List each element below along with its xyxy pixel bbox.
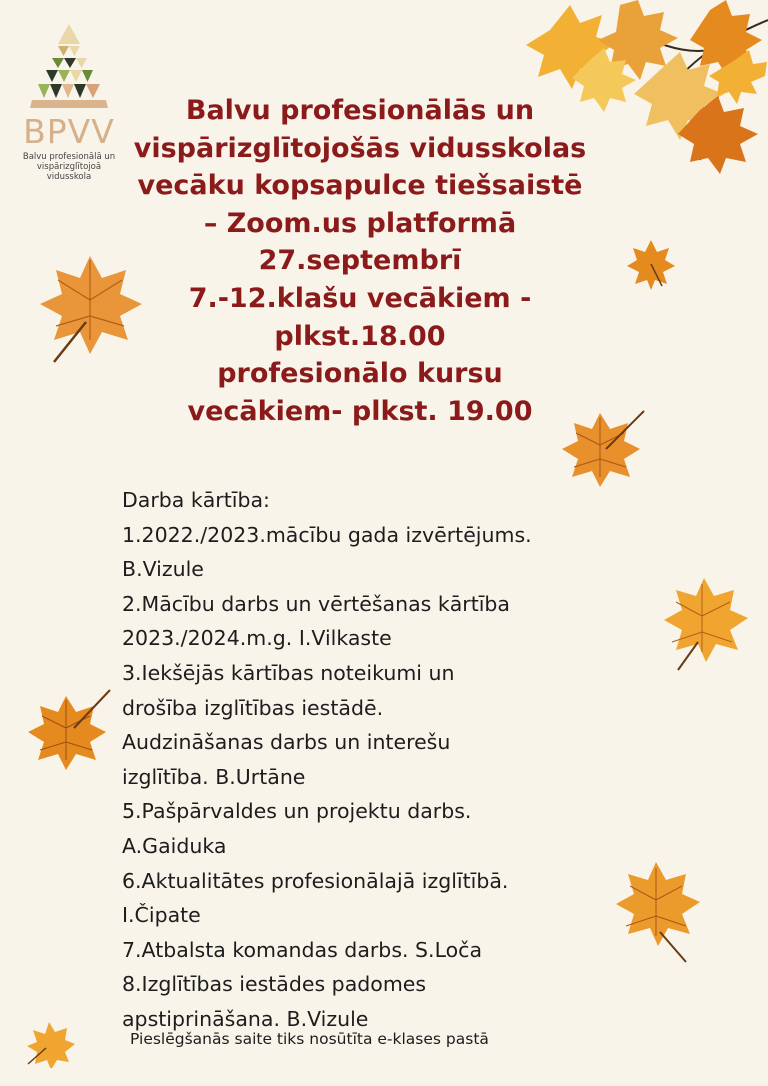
agenda-line: izglītība. B.Urtāne bbox=[122, 764, 306, 789]
agenda-line: 8.Izglītības iestādes padomes bbox=[122, 972, 427, 997]
logo-subtitle-line: Balvu profesionālā un bbox=[22, 152, 116, 162]
agenda-line: apstiprināšana. B.Vizule bbox=[122, 1006, 369, 1031]
agenda-line: B.Vizule bbox=[122, 557, 204, 582]
maple-leaf-icon bbox=[22, 1018, 76, 1068]
agenda-line: 2023./2024.m.g. I.Vilkaste bbox=[122, 626, 392, 651]
maple-leaf-icon bbox=[608, 856, 704, 964]
logo-abbreviation: BPVV bbox=[23, 112, 115, 151]
title-line: vecākiem- plkst. 19.00 bbox=[187, 395, 533, 427]
maple-leaf-icon bbox=[20, 686, 114, 780]
agenda-line: A.Gaiduka bbox=[122, 833, 227, 858]
agenda-line: 5.Pašpārvaldes un projektu darbs. bbox=[122, 799, 472, 824]
agenda bbox=[122, 483, 602, 1037]
title-line: 7.-12.klašu vecākiem - bbox=[188, 282, 532, 314]
maple-leaf-icon bbox=[626, 238, 676, 290]
title-line: plkst.18.00 bbox=[274, 320, 446, 352]
footer-note: Pieslēgšanās saite tiks nosūtīta e-klases pastā bbox=[130, 1030, 489, 1048]
agenda-line: 3.Iekšējās kārtības noteikumi un bbox=[122, 660, 455, 685]
maple-leaf-icon bbox=[652, 572, 752, 672]
logo-subtitle-line: vispārizglītojoā bbox=[36, 162, 102, 172]
agenda-line: 6.Aktualitātes profesionālajā izglītībā. bbox=[122, 868, 509, 893]
agenda-heading: Darba kārtība: bbox=[122, 488, 270, 512]
title-line: – Zoom.us platformā bbox=[203, 207, 517, 239]
agenda-line: 1.2022./2023.mācību gada izvērtējums. bbox=[122, 522, 532, 547]
event-title bbox=[100, 92, 620, 430]
agenda-line: I.Čipate bbox=[122, 903, 201, 928]
title-line: vispārizglītojošās vidusskolas bbox=[133, 132, 587, 164]
title-line: Balvu profesionālās un bbox=[185, 95, 535, 126]
title-line: profesionālo kursu bbox=[217, 358, 503, 390]
agenda-line: 2.Mācību darbs un vērtēšanas kārtība bbox=[122, 591, 510, 616]
agenda-line: Audzināšanas darbs un interešu bbox=[122, 730, 451, 755]
title-line: 27.septembrī bbox=[258, 245, 462, 277]
title-line: vecāku kopsapulce tiešsaistē bbox=[137, 170, 583, 202]
logo-subtitle-line: vidusskola bbox=[46, 172, 92, 182]
agenda-line: 7.Atbalsta komandas darbs. S.Loča bbox=[122, 937, 483, 962]
agenda-line: drošība izglītības iestādē. bbox=[122, 695, 384, 720]
